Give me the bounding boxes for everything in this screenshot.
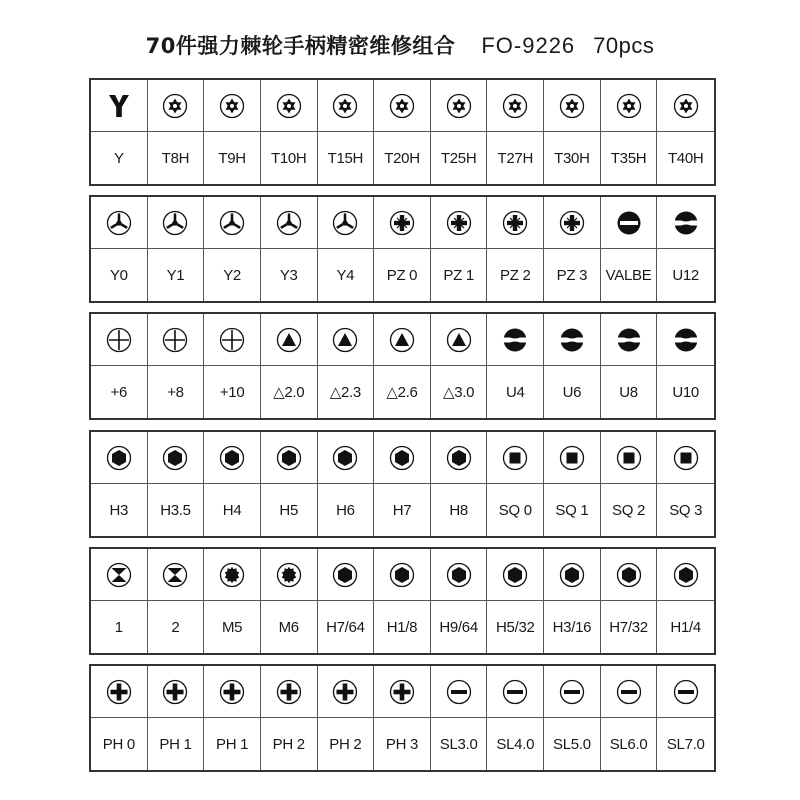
spline-icon	[204, 549, 261, 601]
bit-label: H4	[204, 484, 261, 536]
torx-star-icon	[261, 80, 318, 132]
bit-label: PZ 1	[431, 249, 488, 301]
title-count: 70pcs	[593, 33, 655, 58]
bit-label: H1/4	[670, 618, 701, 636]
phillips-icon	[204, 666, 261, 718]
bit-label: +10	[204, 366, 261, 418]
hourglass-icon	[148, 549, 205, 601]
cross-thin-icon	[91, 314, 148, 366]
slotted-icon	[431, 666, 488, 718]
hex-icon	[601, 549, 658, 601]
tri-wing-icon	[204, 197, 261, 249]
bit-label: U4	[487, 366, 544, 418]
hex-icon	[204, 432, 261, 484]
bit-group-4	[89, 430, 716, 538]
tri-wing-icon	[148, 197, 205, 249]
pozidriv-icon	[374, 197, 431, 249]
tri-wing-icon	[91, 197, 148, 249]
bit-label: T30H	[544, 132, 601, 184]
bit-label: Y0	[91, 249, 148, 301]
bit-label: T40H	[667, 149, 704, 167]
triangle-icon	[318, 314, 375, 366]
bit-label: H6	[318, 484, 375, 536]
torx-star-icon	[431, 80, 488, 132]
bit-label: H5/32	[487, 601, 544, 653]
torx-star-icon	[318, 80, 375, 132]
title-model: FO-9226	[481, 33, 576, 58]
slotted-icon	[657, 666, 714, 718]
bit-label: H8	[431, 484, 488, 536]
slotted-bar-icon	[601, 197, 658, 249]
bit-label: SL4.0	[487, 718, 544, 770]
pozidriv-icon	[487, 197, 544, 249]
bit-label: H7	[374, 484, 431, 536]
pozidriv-icon	[431, 197, 488, 249]
bit-label: Y4	[318, 249, 375, 301]
bit-label: PZ 0	[374, 249, 431, 301]
u-shape-icon	[601, 314, 658, 366]
torx-star-icon	[148, 80, 205, 132]
hex-icon	[544, 549, 601, 601]
bit-label: U6	[544, 366, 601, 418]
u-shape-icon	[544, 314, 601, 366]
hex-icon	[487, 549, 544, 601]
bit-label: VALBE	[601, 249, 658, 301]
bit-label: T35H	[601, 132, 658, 184]
bit-label: △2.3	[318, 366, 375, 418]
bit-label: M5	[204, 601, 261, 653]
bit-label: H3/16	[544, 601, 601, 653]
hex-icon	[431, 432, 488, 484]
phillips-icon	[318, 666, 375, 718]
hourglass-icon	[91, 549, 148, 601]
hex-icon	[261, 432, 318, 484]
bit-label: T15H	[318, 132, 375, 184]
square-icon	[601, 432, 658, 484]
bit-label: PH 0	[91, 718, 148, 770]
bit-label: PH 1	[204, 718, 261, 770]
slotted-icon	[487, 666, 544, 718]
bit-group-3	[89, 312, 716, 420]
bit-label: SL3.0	[431, 718, 488, 770]
bit-label: M6	[261, 601, 318, 653]
bit-label: H3.5	[148, 484, 205, 536]
bit-label: T20H	[374, 132, 431, 184]
u-shape-icon	[657, 314, 714, 366]
bit-group-1	[89, 78, 716, 186]
square-icon	[544, 432, 601, 484]
bit-label: U10	[672, 383, 699, 401]
bit-label: △2.6	[374, 366, 431, 418]
torx-star-icon	[657, 80, 714, 132]
bit-label: PZ 3	[544, 249, 601, 301]
hex-icon	[318, 432, 375, 484]
bit-label: T27H	[487, 132, 544, 184]
hex-icon	[148, 432, 205, 484]
bit-label: △2.0	[261, 366, 318, 418]
cross-thin-icon	[148, 314, 205, 366]
torx-star-icon	[204, 80, 261, 132]
tri-wing-icon	[261, 197, 318, 249]
bit-label: T25H	[431, 132, 488, 184]
phillips-icon	[374, 666, 431, 718]
bit-label: PH 2	[318, 718, 375, 770]
hex-icon	[91, 432, 148, 484]
title-chinese: 70件强力棘轮手柄精密维修组合	[145, 34, 456, 58]
bit-label: T10H	[261, 132, 318, 184]
phillips-icon	[148, 666, 205, 718]
bit-label: PH 1	[148, 718, 205, 770]
hex-icon	[657, 549, 714, 601]
bit-label: Y	[91, 132, 148, 184]
bit-group-6	[89, 664, 716, 772]
bit-label: Y3	[261, 249, 318, 301]
hex-icon	[374, 432, 431, 484]
bit-label: 2	[148, 601, 205, 653]
triangle-icon	[431, 314, 488, 366]
spline-icon	[261, 549, 318, 601]
hex-icon	[374, 549, 431, 601]
bit-label: +8	[148, 366, 205, 418]
bit-label: SQ 0	[487, 484, 544, 536]
bit-label: H1/8	[374, 601, 431, 653]
bit-label: T9H	[204, 132, 261, 184]
bit-label: PZ 2	[487, 249, 544, 301]
square-icon	[657, 432, 714, 484]
square-icon	[487, 432, 544, 484]
bit-group-5	[89, 547, 716, 655]
bit-label: SQ 3	[669, 501, 703, 519]
tri-wing-icon	[318, 197, 375, 249]
pozidriv-icon	[544, 197, 601, 249]
slotted-icon	[601, 666, 658, 718]
bit-label: U12	[672, 266, 699, 284]
triangle-icon	[261, 314, 318, 366]
u-shape-icon	[657, 197, 714, 249]
bit-label: U8	[601, 366, 658, 418]
hex-icon	[431, 549, 488, 601]
torx-star-icon	[374, 80, 431, 132]
page-title	[0, 30, 800, 60]
bit-group-2	[89, 195, 716, 303]
cross-thin-icon	[204, 314, 261, 366]
y-letter-icon	[91, 80, 148, 132]
bit-label: PH 2	[261, 718, 318, 770]
torx-star-icon	[544, 80, 601, 132]
bit-label: △3.0	[431, 366, 488, 418]
torx-star-icon	[601, 80, 658, 132]
bit-label: SQ 1	[544, 484, 601, 536]
bit-label: H7/32	[601, 601, 658, 653]
bit-label: H3	[91, 484, 148, 536]
slotted-icon	[544, 666, 601, 718]
bit-label: SL7.0	[666, 735, 705, 753]
phillips-icon	[91, 666, 148, 718]
bit-label: Y1	[148, 249, 205, 301]
bit-label: PH 3	[374, 718, 431, 770]
phillips-icon	[261, 666, 318, 718]
bit-label: 1	[91, 601, 148, 653]
bit-label: Y2	[204, 249, 261, 301]
bit-label: SQ 2	[601, 484, 658, 536]
u-shape-icon	[487, 314, 544, 366]
bit-label: SL6.0	[601, 718, 658, 770]
bit-label: +6	[91, 366, 148, 418]
triangle-icon	[374, 314, 431, 366]
bit-label: H5	[261, 484, 318, 536]
hex-icon	[318, 549, 375, 601]
bit-label: SL5.0	[544, 718, 601, 770]
bit-label: H9/64	[431, 601, 488, 653]
bit-label: H7/64	[318, 601, 375, 653]
bit-label: T8H	[148, 132, 205, 184]
torx-star-icon	[487, 80, 544, 132]
